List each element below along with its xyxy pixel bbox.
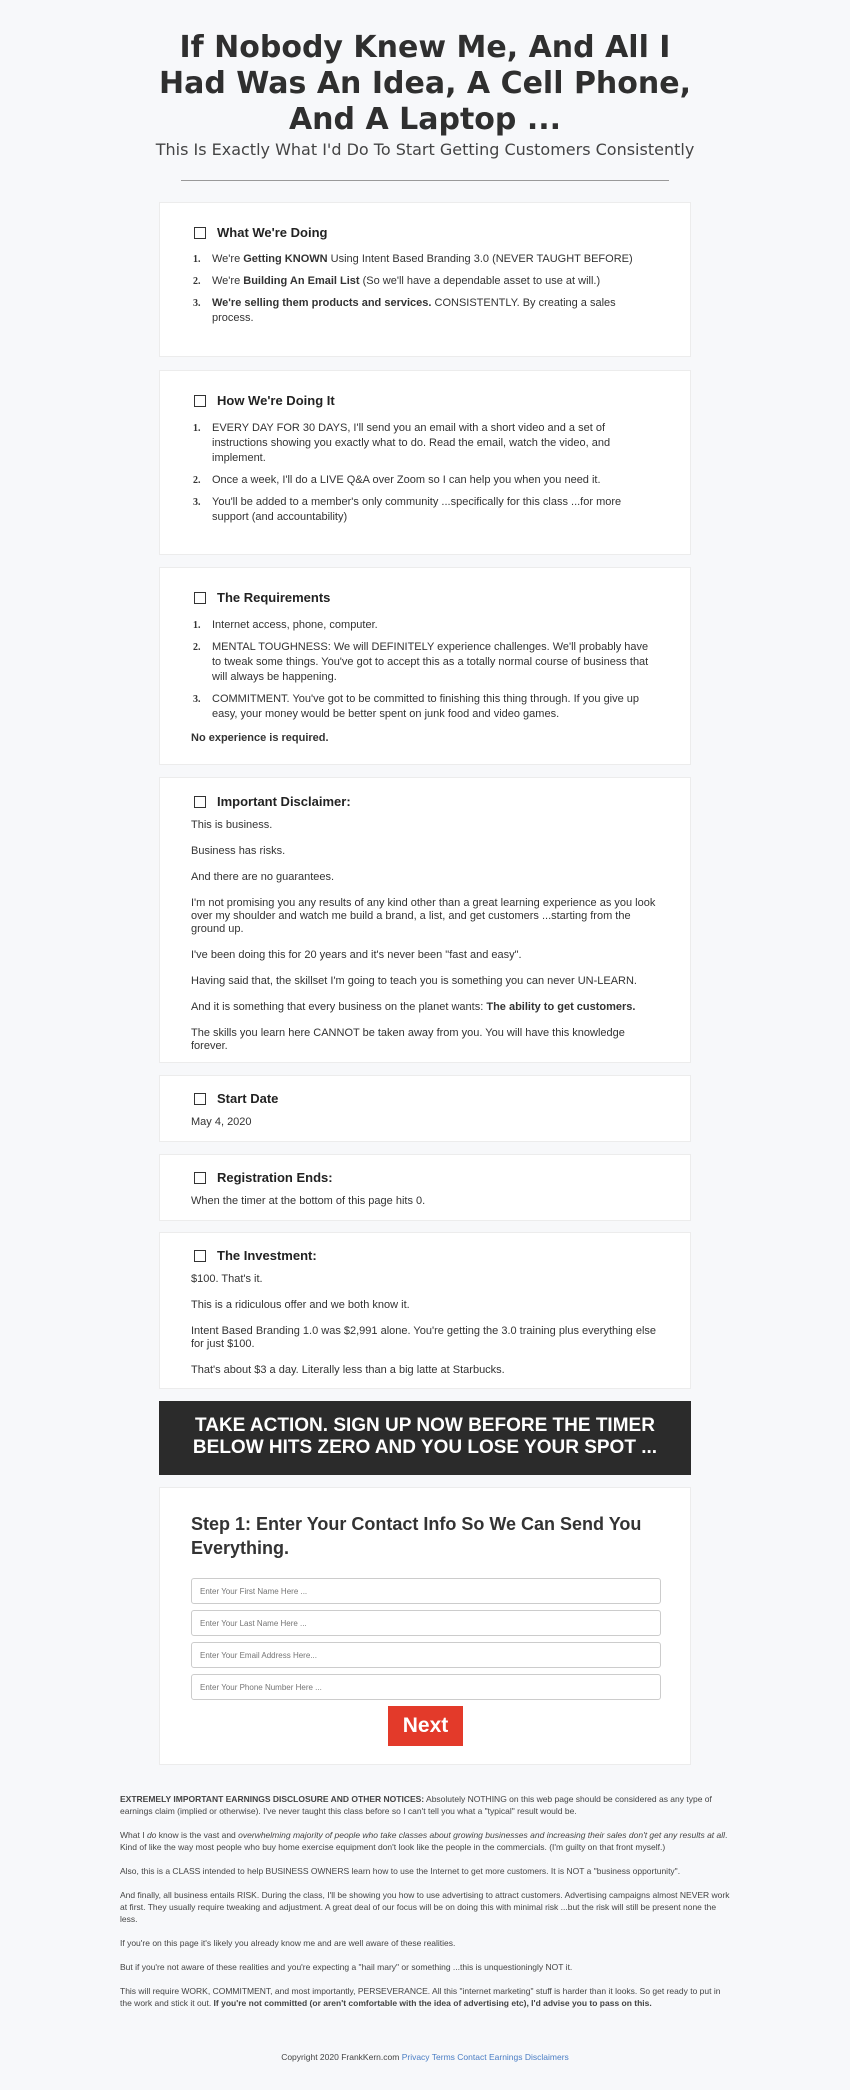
investment-text: Intent Based Branding 1.0 was $2,991 alone. You're getting the 3.0 training plus everything else for just $100. [191, 1325, 657, 1350]
card-heading: The Investment: [191, 1248, 660, 1263]
list-item: 1. Internet access, phone, computer. [193, 619, 378, 631]
investment-text: That's about $3 a day. Literally less than a big latte at Starbucks. [191, 1364, 505, 1376]
start-date-value: May 4, 2020 [191, 1116, 252, 1128]
next-button[interactable]: Next [388, 1706, 463, 1746]
doing-list [191, 252, 660, 326]
first-name-input[interactable] [191, 1578, 661, 1604]
card-what-were-doing [159, 202, 691, 357]
email-input[interactable] [191, 1642, 661, 1668]
divider [181, 180, 669, 181]
list-item: 1. We're Getting KNOWN Using Intent Based Branding 3.0 (NEVER TAUGHT BEFORE) [193, 253, 633, 265]
card-disclaimer [159, 777, 691, 1063]
disclosure-paragraph: But if you're not aware of these realities and you're expecting a "hail mary" or something ...this is unquestioningly NOT it. [120, 1962, 573, 1972]
card-heading: Registration Ends: [191, 1170, 660, 1185]
page-subtitle: This Is Exactly What I'd Do To Start Getting Customers Consistently [155, 140, 695, 159]
card-heading: Important Disclaimer: [191, 794, 660, 809]
investment-text: $100. That's it. [191, 1273, 263, 1285]
earnings-disclaimers-link[interactable]: Earnings Disclaimers [488, 2052, 569, 2062]
list-item: 3. We're selling them products and services. CONSISTENTLY. By creating a sales process. [193, 297, 616, 324]
contact-link[interactable]: Contact [457, 2052, 487, 2062]
checkbox-icon [194, 796, 206, 808]
disclaimer-text: And there are no guarantees. [191, 871, 335, 883]
disclosure-paragraph: If you're on this page it's likely you already know me and are well aware of these realities. [120, 1938, 456, 1948]
card-registration-ends [159, 1154, 691, 1221]
checkbox-icon [194, 1093, 206, 1105]
card-requirements [159, 567, 691, 765]
checkbox-icon [194, 1172, 206, 1184]
disclaimer-text: I'm not promising you any results of any kind other than a great learning experience as you look over my shoulder and watch me build a brand, a list, and get customers ...starting from the ground up. [191, 897, 656, 935]
form-heading: Step 1: Enter Your Contact Info So We Can Send You Everything. [191, 1514, 642, 1558]
requirements-list [191, 618, 660, 722]
card-how-were-doing-it [159, 370, 691, 555]
disclosure-paragraph: What I do know is the vast and overwhelming majority of people who take classes about growing businesses and increasing their sales don't get any results at all. Kind of like the way most people who buy home exercise equipment don't look like the people in the commercials. (I'm guilty on that front myself.) [120, 1830, 728, 1852]
card-heading: What We're Doing [191, 225, 660, 240]
disclaimer-text: Having said that, the skillset I'm going to teach you is something you can never UN-LEARN. [191, 975, 637, 987]
checkbox-icon [194, 227, 206, 239]
list-item: 2. We're Building An Email List (So we'll have a dependable asset to use at will.) [193, 275, 601, 287]
disclosure-paragraph: Also, this is a CLASS intended to help BUSINESS OWNERS learn how to use the Internet to get more customers. It is NOT a "business opportunity". [120, 1866, 681, 1876]
page-title: If Nobody Knew Me, And All I Had Was An Idea, A Cell Phone, And A Laptop ... [158, 30, 692, 137]
signup-form [159, 1487, 691, 1765]
card-investment [159, 1232, 691, 1389]
list-item: 2. MENTAL TOUGHNESS: We will DEFINITELY experience challenges. We'll probably have to tweak some things. You've got to accept this as a totally normal course of business that will always be happening. [193, 641, 649, 683]
list-item: 3. COMMITMENT. You've got to be committed to finishing this thing through. If you give up easy, your money would be better spent on junk food and video games. [193, 693, 640, 720]
card-heading: The Requirements [191, 590, 660, 605]
card-heading: Start Date [191, 1091, 660, 1106]
privacy-link[interactable]: Privacy [401, 2052, 430, 2062]
footer [0, 2052, 850, 2062]
card-heading: How We're Doing It [191, 393, 660, 408]
registration-text: When the timer at the bottom of this page hits 0. [191, 1195, 426, 1207]
disclosure-paragraph: And finally, all business entails RISK. During the class, I'll be showing you how to use advertising to attract customers. Advertising campaigns almost NEVER work at first. They usually require tweaking and adjustment. A great deal of our focus will be on doing this with minimal risk ...but the risk will still be present none the less. [120, 1890, 730, 1924]
disclaimer-text: And it is something that every business on the planet wants: The ability to get customers. [191, 1001, 636, 1013]
disclaimer-text: This is business. [191, 819, 273, 831]
copyright-text: Copyright 2020 FrankKern.com [281, 2052, 400, 2062]
disclaimer-text: I've been doing this for 20 years and it's never been "fast and easy". [191, 949, 522, 961]
phone-input[interactable] [191, 1674, 661, 1700]
checkbox-icon [194, 1250, 206, 1262]
how-list [191, 421, 660, 525]
checkbox-icon [194, 592, 206, 604]
checkbox-icon [194, 395, 206, 407]
last-name-input[interactable] [191, 1610, 661, 1636]
requirements-note: No experience is required. [191, 732, 329, 744]
hero [0, 0, 850, 223]
earnings-disclosure [120, 1793, 730, 2021]
disclosure-paragraph: This will require WORK, COMMITMENT, and most importantly, PERSEVERANCE. All this "internet marketing" stuff is harder than it looks. So get ready to put in the work and stick it out. If you're not committed (or aren't comfortable with the idea of advertising etc), I'd advise you to pass on this. [120, 1986, 721, 2008]
terms-link[interactable]: Terms [431, 2052, 455, 2062]
disclaimer-text: Business has risks. [191, 845, 286, 857]
disclaimer-text: The skills you learn here CANNOT be taken away from you. You will have this knowledge forever. [191, 1027, 625, 1052]
list-item: 3. You'll be added to a member's only community ...specifically for this class ...for more support (and accountability) [193, 496, 622, 523]
list-item: 2. Once a week, I'll do a LIVE Q&A over Zoom so I can help you when you need it. [193, 474, 601, 486]
call-to-action-banner: TAKE ACTION. SIGN UP NOW BEFORE THE TIMER BELOW HITS ZERO AND YOU LOSE YOUR SPOT ... [159, 1401, 691, 1475]
list-item: 1. EVERY DAY FOR 30 DAYS, I'll send you an email with a short video and a set of instructions showing you exactly what to do. Read the email, watch the video, and implement. [193, 422, 611, 464]
investment-text: This is a ridiculous offer and we both know it. [191, 1299, 410, 1311]
disclosure-paragraph: EXTREMELY IMPORTANT EARNINGS DISCLOSURE AND OTHER NOTICES: Absolutely NOTHING on this web page should be considered as any type of earnings claim (implied or otherwise). I've never taught this class before so I can't tell you what a "typical" result would be. [120, 1794, 712, 1816]
card-start-date [159, 1075, 691, 1142]
